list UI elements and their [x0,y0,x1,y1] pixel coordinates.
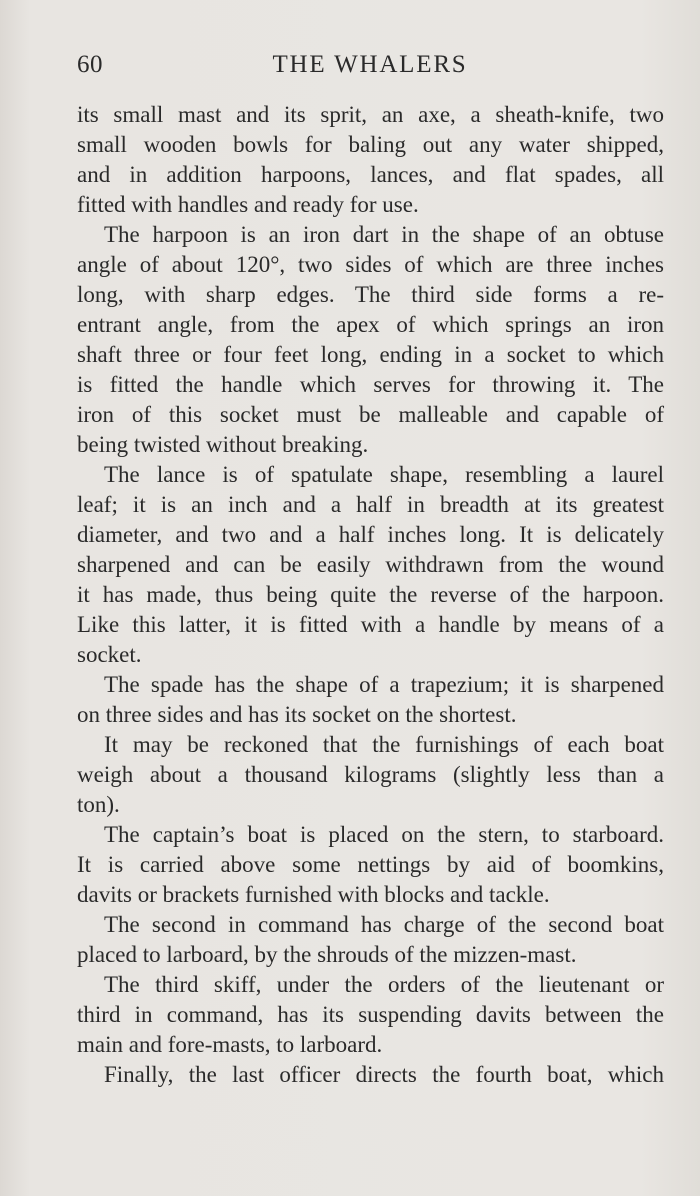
text-line: on three sides and has its socket on the shortest. [77,702,517,727]
text-line: iron of this socket must be malleable and capable of [77,402,664,427]
text-line: is fitted the handle which serves for throwing it. The [77,372,664,397]
book-title: THE WHALERS [272,51,468,78]
page-number: 60 [77,51,103,78]
text-line: fitted with handles and ready for use. [77,192,419,217]
text-line: Like this latter, it is fitted with a handle by means of a [77,612,664,637]
text-line: its small mast and its sprit, an axe, a sheath-knife, two [77,102,664,127]
text-line: and in addition harpoons, lances, and flat spades, all [77,162,664,187]
body-text [77,100,664,1090]
text-line: main and fore-masts, to larboard. [77,1032,383,1057]
text-line: sharpened and can be easily withdrawn from the wound [77,552,664,577]
text-line: placed to larboard, by the shrouds of the mizzen-mast. [77,942,577,967]
text-line: It is carried above some nettings by aid of boomkins, [77,852,664,877]
text-line: The third skiff, under the orders of the lieutenant or [104,972,664,997]
text-line: The captain’s boat is placed on the stern, to starboard. [104,822,664,847]
text-line: The second in command has charge of the second boat [104,912,664,937]
text-line: socket. [77,642,142,667]
text-line: diameter, and two and a half inches long. It is delicately [77,522,664,547]
text-line: ton). [77,792,120,817]
text-line: weigh about a thousand kilograms (slightly less than a [77,762,664,787]
text-line: The harpoon is an iron dart in the shape of an obtuse [104,222,664,247]
text-line: The spade has the shape of a trapezium; it is sharpened [104,672,664,697]
text-line: being twisted without breaking. [77,432,369,457]
text-line: shaft three or four feet long, ending in a socket to which [77,342,664,367]
text-line: angle of about 120°, two sides of which are three inches [77,252,664,277]
text-line: long, with sharp edges. The third side forms a re- [77,282,664,307]
text-line: small wooden bowls for baling out any water shipped, [77,132,664,157]
text-line: The lance is of spatulate shape, resembling a laurel [104,462,664,487]
text-line: davits or brackets furnished with blocks and tackle. [77,882,550,907]
text-line: it has made, thus being quite the reverse of the harpoon. [77,582,664,607]
text-line: third in command, has its suspending davits between the [77,1002,664,1027]
running-head [77,48,663,82]
text-line: It may be reckoned that the furnishings of each boat [104,732,664,757]
text-line: leaf; it is an inch and a half in breadth at its greatest [77,492,664,517]
text-line: Finally, the last officer directs the fourth boat, which [104,1062,664,1087]
text-line: entrant angle, from the apex of which springs an iron [77,312,664,337]
